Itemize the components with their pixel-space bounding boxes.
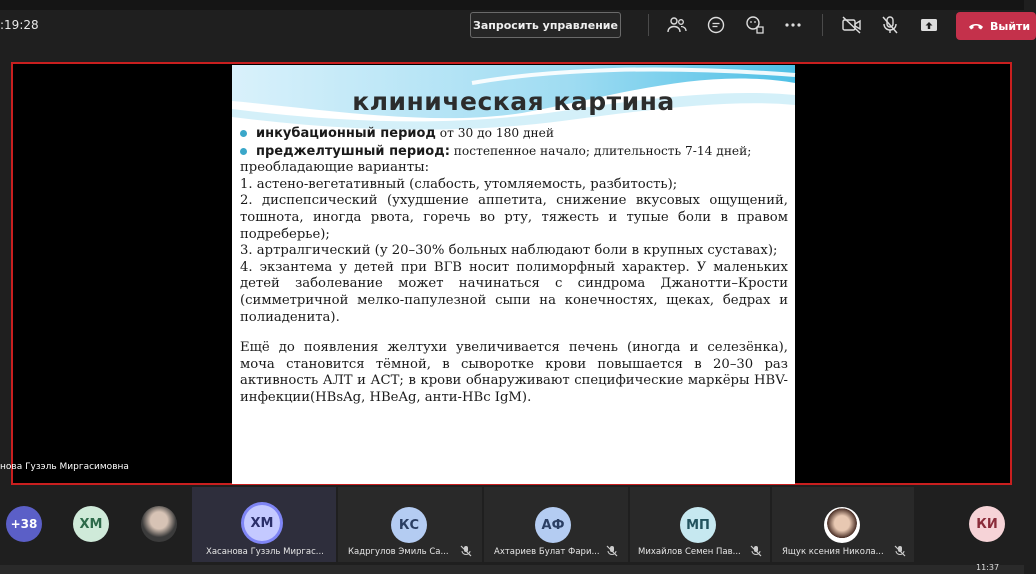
system-clock: 11:37: [976, 563, 1000, 572]
participant-name: Ахтариев Булат Фари...: [494, 547, 600, 557]
bullet-incubation-text: от 30 до 180 дней: [435, 126, 554, 140]
meeting-timer: :19:28: [0, 18, 39, 32]
mic-off-icon[interactable]: [879, 14, 901, 36]
participant-name: Михайлов Семен Пав...: [638, 547, 741, 557]
participant-tile[interactable]: [338, 487, 482, 562]
avatar-photo: [824, 507, 860, 543]
avatar: МП: [680, 507, 716, 543]
camera-off-icon[interactable]: [841, 14, 863, 36]
avatar: АФ: [535, 507, 571, 543]
variants-heading: преобладающие варианты:: [240, 160, 430, 176]
request-control-button[interactable]: Запросить управление: [470, 12, 621, 38]
people-icon[interactable]: [666, 14, 688, 36]
more-participants-badge[interactable]: +38: [6, 506, 42, 542]
bullet-preicteric-text: постепенное начало; длительность 7-14 дней;: [449, 143, 752, 158]
reactions-icon[interactable]: [744, 14, 766, 36]
bullet-incubation: [240, 125, 788, 143]
avatar-photo[interactable]: [141, 506, 177, 542]
leave-label: Выйти: [990, 19, 1031, 33]
presenter-name-label: нова Гузэль Миргасимовна: [0, 462, 129, 472]
toolbar-divider: [822, 14, 823, 36]
mic-off-icon: [460, 545, 472, 557]
variant-item-3: 3. артралгический (у 20–30% больных наблюдают боли в крупных суставах);: [240, 243, 778, 259]
avatar[interactable]: КИ: [969, 506, 1005, 542]
participant-tile[interactable]: [484, 487, 628, 562]
shared-screen-stage: [11, 62, 1012, 485]
participant-tile[interactable]: [772, 487, 914, 562]
participant-name: Ящук ксения Никола...: [782, 547, 884, 557]
mic-off-icon: [750, 545, 762, 557]
share-icon[interactable]: [918, 14, 940, 36]
os-taskbar: [0, 565, 1024, 574]
leave-button[interactable]: [956, 12, 1036, 40]
variant-item-4: 4. экзантема у детей при ВГВ носит полиморфный характер. У маленьких детей заболевание может начинаться с синдрома Джанотти–Крости (симметричной мелко-папулезной сыпи на конечностях, щеках, бедрах и полиаденита).: [240, 259, 788, 325]
mic-off-icon: [606, 545, 618, 557]
slide-title: клиническая картина: [352, 87, 675, 116]
bullet-preicteric-term: преджелтушный период:: [256, 143, 450, 159]
variant-item-2: 2. диспепсический (ухудшение аппетита, снижение вкусовых ощущений, тошнота, иногда рвота, горечь во рту, тяжесть и тупые боли в правом подреберье);: [240, 193, 788, 242]
participant-strip: [0, 487, 1024, 565]
slide-body: [240, 125, 788, 407]
participant-name: Кадргулов Эмиль Са...: [348, 547, 449, 557]
phone-icon: [968, 21, 984, 31]
chat-icon[interactable]: [705, 14, 727, 36]
window-title-strip: [0, 0, 1024, 10]
bullet-incubation-term: инкубационный период: [256, 126, 436, 141]
avatar: ХМ: [244, 505, 280, 541]
toolbar-divider: [648, 14, 649, 36]
avatar[interactable]: ХМ: [73, 506, 109, 542]
bullet-preicteric: [240, 143, 788, 161]
mic-off-icon: [894, 545, 906, 557]
participant-name: Хасанова Гузэль Миргас...: [206, 547, 324, 557]
avatar: КС: [391, 507, 427, 543]
slide-paragraph: Ещё до появления желтухи увеличивается печень (иногда и селезёнка), моча становится тёмной, в сыворотке крови повышается в 20–30 раз активность АЛТ и АСТ; в крови обнаруживают специфические маркёры HBV-инфекции(HBsAg, HBeAg, анти-HBc IgM).: [240, 340, 788, 405]
participant-tile[interactable]: [192, 487, 336, 562]
participant-tile[interactable]: [630, 487, 770, 562]
paragraph-gap: [240, 326, 788, 340]
variant-item-1: 1. астено-вегетативный (слабость, утомляемость, разбитость);: [240, 176, 678, 192]
presentation-slide: [232, 65, 795, 484]
more-icon[interactable]: [782, 14, 804, 36]
